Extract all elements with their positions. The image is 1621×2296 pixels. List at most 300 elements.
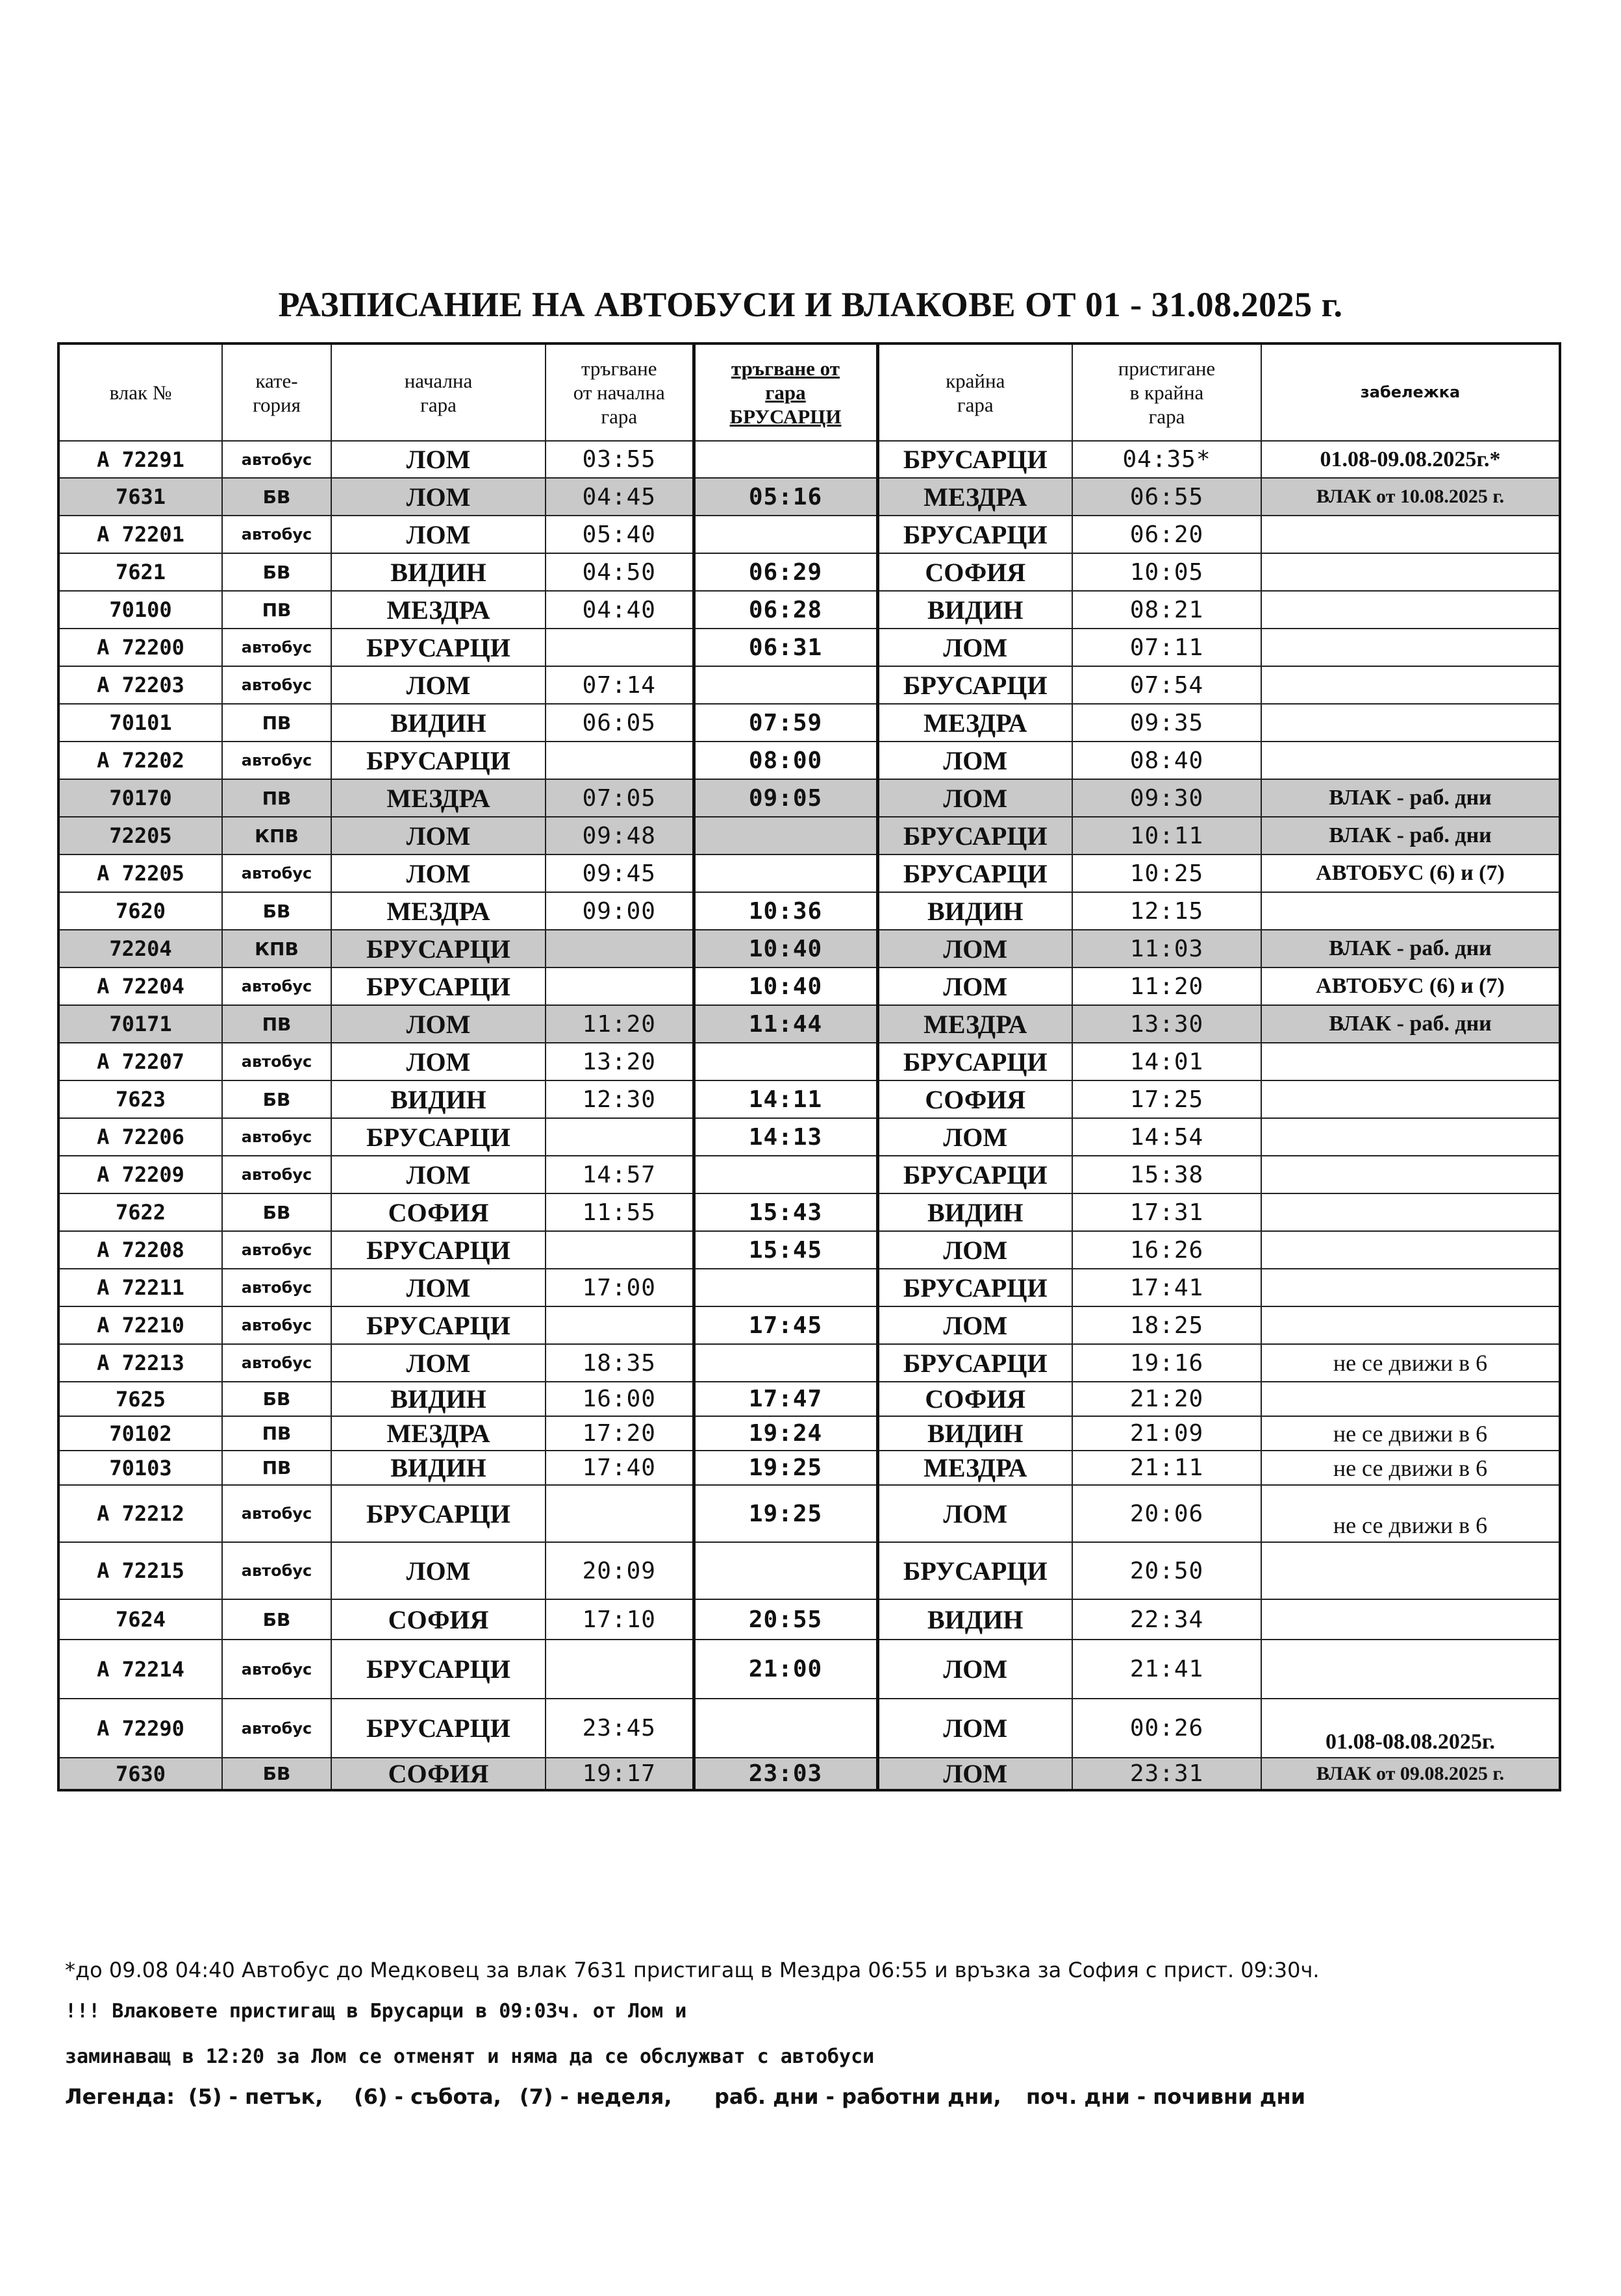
cell-start-station: ЛОМ — [331, 1156, 546, 1193]
cell-start-station: СОФИЯ — [331, 1758, 546, 1790]
cell-start-station: МЕЗДРА — [331, 1416, 546, 1451]
footnote-cancelled-line2: заминаващ в 12:20 за Лом се отменят и няма да се обслужват с автобуси — [65, 2045, 875, 2068]
cell-train-number: 70170 — [58, 779, 222, 817]
cell-arrival-end: 06:55 — [1072, 478, 1261, 516]
cell-category: ПВ — [222, 1451, 331, 1485]
cell-start-station: ЛОМ — [331, 1005, 546, 1043]
cell-train-number: А 72213 — [58, 1344, 222, 1382]
table-row — [58, 967, 1560, 1005]
cell-note — [1261, 1043, 1560, 1080]
cell-train-number: А 72201 — [58, 516, 222, 553]
cell-departure-start: 05:40 — [546, 516, 694, 553]
cell-end-station: БРУСАРЦИ — [877, 666, 1072, 704]
cell-departure-start: 09:48 — [546, 817, 694, 855]
cell-train-number: А 72200 — [58, 629, 222, 666]
cell-arrival-end: 10:11 — [1072, 817, 1261, 855]
cell-arrival-end: 19:16 — [1072, 1344, 1261, 1382]
cell-departure-brusartsi: 10:36 — [694, 892, 877, 930]
cell-note — [1261, 591, 1560, 629]
cell-note — [1261, 1599, 1560, 1640]
table-row — [58, 1005, 1560, 1043]
cell-departure-start — [546, 930, 694, 967]
cell-end-station: БРУСАРЦИ — [877, 1542, 1072, 1599]
cell-category: БВ — [222, 1599, 331, 1640]
cell-departure-brusartsi — [694, 855, 877, 892]
cell-category: автобус — [222, 1156, 331, 1193]
header-category: кате- гория — [222, 343, 331, 441]
table-row — [58, 1485, 1560, 1542]
cell-end-station: БРУСАРЦИ — [877, 1269, 1072, 1306]
cell-departure-brusartsi: 09:05 — [694, 779, 877, 817]
cell-departure-start — [546, 1485, 694, 1542]
cell-departure-start: 17:20 — [546, 1416, 694, 1451]
cell-departure-start — [546, 1231, 694, 1269]
cell-end-station: ЛОМ — [877, 1640, 1072, 1699]
legend-workdays: раб. дни - работни дни, — [714, 2084, 1001, 2109]
cell-departure-brusartsi: 06:31 — [694, 629, 877, 666]
cell-start-station: ЛОМ — [331, 478, 546, 516]
table-row — [58, 1193, 1560, 1231]
cell-note — [1261, 1193, 1560, 1231]
cell-departure-start: 23:45 — [546, 1699, 694, 1758]
header-start-station: начална гара — [331, 343, 546, 441]
header-note: забележка — [1261, 343, 1560, 441]
cell-category: автобус — [222, 1269, 331, 1306]
cell-note — [1261, 1640, 1560, 1699]
cell-arrival-end: 08:40 — [1072, 742, 1261, 779]
cell-departure-start: 19:17 — [546, 1758, 694, 1790]
table-row — [58, 1758, 1560, 1790]
cell-note — [1261, 1118, 1560, 1156]
cell-category: автобус — [222, 1485, 331, 1542]
cell-note: ВЛАК от 09.08.2025 г. — [1261, 1758, 1560, 1790]
table-row — [58, 516, 1560, 553]
cell-note: 01.08-09.08.2025г.* — [1261, 441, 1560, 478]
cell-departure-start: 11:55 — [546, 1193, 694, 1231]
cell-departure-start: 11:20 — [546, 1005, 694, 1043]
cell-start-station: БРУСАРЦИ — [331, 967, 546, 1005]
cell-note — [1261, 742, 1560, 779]
cell-arrival-end: 00:26 — [1072, 1699, 1261, 1758]
cell-arrival-end: 17:25 — [1072, 1080, 1261, 1118]
cell-category: КПВ — [222, 930, 331, 967]
cell-category: БВ — [222, 1080, 331, 1118]
cell-departure-brusartsi — [694, 817, 877, 855]
cell-end-station: МЕЗДРА — [877, 704, 1072, 742]
cell-end-station: МЕЗДРА — [877, 1451, 1072, 1485]
cell-departure-start: 04:50 — [546, 553, 694, 591]
cell-end-station: ЛОМ — [877, 1758, 1072, 1790]
cell-category: автобус — [222, 1640, 331, 1699]
cell-category: автобус — [222, 742, 331, 779]
page-title: РАЗПИСАНИЕ НА АВТОБУСИ И ВЛАКОВЕ ОТ 01 - 31.08.2025 г. — [278, 285, 1343, 324]
cell-start-station: БРУСАРЦИ — [331, 1118, 546, 1156]
table-row — [58, 1156, 1560, 1193]
cell-departure-start — [546, 629, 694, 666]
table-row — [58, 779, 1560, 817]
table-row — [58, 441, 1560, 478]
cell-departure-brusartsi — [694, 1699, 877, 1758]
cell-category: КПВ — [222, 817, 331, 855]
legend-saturday: (6) - събота, — [354, 2084, 501, 2109]
cell-end-station: ЛОМ — [877, 1118, 1072, 1156]
header-row — [58, 343, 1560, 441]
cell-arrival-end: 20:50 — [1072, 1542, 1261, 1599]
header-train-no: влак № — [58, 343, 222, 441]
cell-arrival-end: 09:30 — [1072, 779, 1261, 817]
cell-train-number: А 72211 — [58, 1269, 222, 1306]
cell-departure-start — [546, 742, 694, 779]
cell-arrival-end: 10:05 — [1072, 553, 1261, 591]
cell-departure-start — [546, 967, 694, 1005]
cell-departure-brusartsi: 19:24 — [694, 1416, 877, 1451]
cell-category: БВ — [222, 1193, 331, 1231]
cell-note — [1261, 553, 1560, 591]
cell-category: ПВ — [222, 779, 331, 817]
cell-departure-brusartsi: 17:45 — [694, 1306, 877, 1344]
timetable-body — [58, 441, 1560, 1790]
cell-note — [1261, 1382, 1560, 1416]
cell-start-station: БРУСАРЦИ — [331, 742, 546, 779]
cell-end-station: ЛОМ — [877, 1485, 1072, 1542]
cell-train-number: А 72207 — [58, 1043, 222, 1080]
table-row — [58, 1344, 1560, 1382]
cell-train-number: 7622 — [58, 1193, 222, 1231]
cell-end-station: ВИДИН — [877, 1193, 1072, 1231]
cell-departure-start: 04:40 — [546, 591, 694, 629]
cell-arrival-end: 13:30 — [1072, 1005, 1261, 1043]
footnote-cancelled-line1: !!! Влаковете пристигащ в Брусарци в 09:03ч. от Лом и — [65, 2000, 687, 2023]
cell-start-station: ЛОМ — [331, 1269, 546, 1306]
cell-departure-start: 17:10 — [546, 1599, 694, 1640]
cell-arrival-end: 14:01 — [1072, 1043, 1261, 1080]
cell-train-number: 70171 — [58, 1005, 222, 1043]
cell-end-station: БРУСАРЦИ — [877, 1344, 1072, 1382]
cell-note — [1261, 892, 1560, 930]
cell-category: автобус — [222, 629, 331, 666]
cell-train-number: А 72205 — [58, 855, 222, 892]
cell-train-number: А 72202 — [58, 742, 222, 779]
table-row — [58, 1599, 1560, 1640]
cell-end-station: ЛОМ — [877, 930, 1072, 967]
header-departure-start: тръгване от начална гара — [546, 343, 694, 441]
cell-end-station: ВИДИН — [877, 1599, 1072, 1640]
cell-end-station: ЛОМ — [877, 629, 1072, 666]
header-departure-brusartsi: тръгване от гара БРУСАРЦИ — [694, 343, 877, 441]
table-row — [58, 1231, 1560, 1269]
cell-note: 01.08-08.08.2025г. — [1261, 1699, 1560, 1758]
cell-category: автобус — [222, 855, 331, 892]
cell-category: автобус — [222, 1542, 331, 1599]
cell-train-number: 7631 — [58, 478, 222, 516]
table-row — [58, 855, 1560, 892]
table-row — [58, 629, 1560, 666]
cell-end-station: МЕЗДРА — [877, 1005, 1072, 1043]
cell-train-number: 7625 — [58, 1382, 222, 1416]
cell-start-station: СОФИЯ — [331, 1599, 546, 1640]
cell-train-number: 7624 — [58, 1599, 222, 1640]
cell-departure-start — [546, 1118, 694, 1156]
cell-train-number: А 72214 — [58, 1640, 222, 1699]
timetable — [57, 342, 1561, 1791]
cell-note — [1261, 704, 1560, 742]
cell-category: автобус — [222, 1118, 331, 1156]
cell-start-station: ВИДИН — [331, 1451, 546, 1485]
cell-arrival-end: 21:41 — [1072, 1640, 1261, 1699]
cell-note — [1261, 629, 1560, 666]
cell-start-station: ВИДИН — [331, 704, 546, 742]
cell-note: АВТОБУС (6) и (7) — [1261, 967, 1560, 1005]
cell-departure-brusartsi — [694, 1542, 877, 1599]
cell-departure-start — [546, 1306, 694, 1344]
cell-category: ПВ — [222, 591, 331, 629]
cell-departure-brusartsi — [694, 666, 877, 704]
cell-departure-brusartsi: 14:11 — [694, 1080, 877, 1118]
table-row — [58, 704, 1560, 742]
cell-category: автобус — [222, 1231, 331, 1269]
cell-start-station: ЛОМ — [331, 1043, 546, 1080]
cell-train-number: 7620 — [58, 892, 222, 930]
table-row — [58, 1043, 1560, 1080]
cell-arrival-end: 17:31 — [1072, 1193, 1261, 1231]
cell-departure-brusartsi: 11:44 — [694, 1005, 877, 1043]
cell-note — [1261, 1542, 1560, 1599]
cell-note — [1261, 1080, 1560, 1118]
cell-departure-start: 14:57 — [546, 1156, 694, 1193]
cell-departure-brusartsi — [694, 1269, 877, 1306]
cell-start-station: БРУСАРЦИ — [331, 1485, 546, 1542]
cell-arrival-end: 21:09 — [1072, 1416, 1261, 1451]
cell-arrival-end: 21:20 — [1072, 1382, 1261, 1416]
cell-start-station: ВИДИН — [331, 1080, 546, 1118]
cell-start-station: ЛОМ — [331, 855, 546, 892]
cell-departure-brusartsi: 06:29 — [694, 553, 877, 591]
cell-end-station: СОФИЯ — [877, 1080, 1072, 1118]
cell-end-station: СОФИЯ — [877, 1382, 1072, 1416]
cell-arrival-end: 21:11 — [1072, 1451, 1261, 1485]
cell-departure-start: 07:14 — [546, 666, 694, 704]
cell-category: автобус — [222, 1344, 331, 1382]
table-row — [58, 930, 1560, 967]
cell-start-station: ЛОМ — [331, 817, 546, 855]
cell-departure-brusartsi — [694, 1156, 877, 1193]
footnote-bus-connection: *до 09.08 04:40 Автобус до Медковец за влак 7631 пристигащ в Мездра 06:55 и връзка за София с прист. 09:30ч. — [65, 1958, 1320, 1982]
cell-train-number: 72205 — [58, 817, 222, 855]
cell-train-number: 7623 — [58, 1080, 222, 1118]
cell-arrival-end: 10:25 — [1072, 855, 1261, 892]
table-row — [58, 892, 1560, 930]
table-row — [58, 553, 1560, 591]
cell-arrival-end: 06:20 — [1072, 516, 1261, 553]
cell-end-station: ЛОМ — [877, 967, 1072, 1005]
cell-departure-brusartsi — [694, 1043, 877, 1080]
table-row — [58, 1542, 1560, 1599]
table-row — [58, 817, 1560, 855]
cell-note: ВЛАК от 10.08.2025 г. — [1261, 478, 1560, 516]
cell-end-station: БРУСАРЦИ — [877, 516, 1072, 553]
cell-category: автобус — [222, 967, 331, 1005]
cell-departure-start: 13:20 — [546, 1043, 694, 1080]
cell-note: не се движи в 6 — [1261, 1344, 1560, 1382]
cell-note — [1261, 1231, 1560, 1269]
cell-category: БВ — [222, 553, 331, 591]
table-row — [58, 1451, 1560, 1485]
cell-start-station: СОФИЯ — [331, 1193, 546, 1231]
cell-note: ВЛАК - раб. дни — [1261, 930, 1560, 967]
cell-departure-brusartsi — [694, 441, 877, 478]
cell-start-station: БРУСАРЦИ — [331, 629, 546, 666]
legend — [65, 2084, 1305, 2109]
cell-end-station: ЛОМ — [877, 1306, 1072, 1344]
cell-end-station: СОФИЯ — [877, 553, 1072, 591]
cell-note: ВЛАК - раб. дни — [1261, 779, 1560, 817]
cell-arrival-end: 20:06 — [1072, 1485, 1261, 1542]
cell-departure-brusartsi — [694, 1344, 877, 1382]
cell-end-station: МЕЗДРА — [877, 478, 1072, 516]
cell-departure-start: 18:35 — [546, 1344, 694, 1382]
cell-departure-start: 16:00 — [546, 1382, 694, 1416]
cell-arrival-end: 08:21 — [1072, 591, 1261, 629]
cell-note: не се движи в 6 — [1261, 1416, 1560, 1451]
cell-start-station: ЛОМ — [331, 1344, 546, 1382]
cell-departure-start: 09:45 — [546, 855, 694, 892]
table-row — [58, 1306, 1560, 1344]
cell-note — [1261, 1156, 1560, 1193]
cell-start-station: ЛОМ — [331, 666, 546, 704]
cell-end-station: ЛОМ — [877, 779, 1072, 817]
table-row — [58, 1080, 1560, 1118]
cell-train-number: А 72209 — [58, 1156, 222, 1193]
cell-departure-start: 17:00 — [546, 1269, 694, 1306]
cell-departure-brusartsi: 17:47 — [694, 1382, 877, 1416]
cell-category: БВ — [222, 1382, 331, 1416]
cell-arrival-end: 11:03 — [1072, 930, 1261, 967]
cell-start-station: ВИДИН — [331, 553, 546, 591]
cell-category: автобус — [222, 516, 331, 553]
cell-departure-brusartsi: 20:55 — [694, 1599, 877, 1640]
table-row — [58, 1118, 1560, 1156]
table-row — [58, 1382, 1560, 1416]
cell-train-number: А 72206 — [58, 1118, 222, 1156]
cell-train-number: А 72291 — [58, 441, 222, 478]
cell-category: БВ — [222, 892, 331, 930]
cell-departure-brusartsi: 07:59 — [694, 704, 877, 742]
cell-train-number: А 72215 — [58, 1542, 222, 1599]
table-row — [58, 591, 1560, 629]
legend-holidays: поч. дни - почивни дни — [1026, 2084, 1306, 2109]
cell-arrival-end: 17:41 — [1072, 1269, 1261, 1306]
cell-departure-brusartsi: 05:16 — [694, 478, 877, 516]
cell-arrival-end: 07:54 — [1072, 666, 1261, 704]
cell-start-station: БРУСАРЦИ — [331, 1640, 546, 1699]
cell-departure-start: 09:00 — [546, 892, 694, 930]
cell-train-number: А 72290 — [58, 1699, 222, 1758]
cell-train-number: А 72208 — [58, 1231, 222, 1269]
legend-sunday: (7) - неделя, — [520, 2084, 672, 2109]
cell-departure-brusartsi: 19:25 — [694, 1485, 877, 1542]
legend-label: Легенда: — [65, 2084, 175, 2109]
cell-arrival-end: 18:25 — [1072, 1306, 1261, 1344]
cell-start-station: ЛОМ — [331, 516, 546, 553]
cell-start-station: ЛОМ — [331, 1542, 546, 1599]
cell-arrival-end: 16:26 — [1072, 1231, 1261, 1269]
cell-category: ПВ — [222, 1005, 331, 1043]
cell-departure-brusartsi: 23:03 — [694, 1758, 877, 1790]
cell-arrival-end: 04:35* — [1072, 441, 1261, 478]
cell-departure-brusartsi: 08:00 — [694, 742, 877, 779]
cell-departure-start: 17:40 — [546, 1451, 694, 1485]
cell-category: автобус — [222, 441, 331, 478]
cell-arrival-end: 12:15 — [1072, 892, 1261, 930]
cell-note: не се движи в 6 — [1261, 1451, 1560, 1485]
header-arrival-end: пристигане в крайна гара — [1072, 343, 1261, 441]
cell-start-station: БРУСАРЦИ — [331, 930, 546, 967]
cell-departure-start: 20:09 — [546, 1542, 694, 1599]
cell-arrival-end: 07:11 — [1072, 629, 1261, 666]
cell-train-number: 7630 — [58, 1758, 222, 1790]
cell-start-station: БРУСАРЦИ — [331, 1306, 546, 1344]
cell-note: АВТОБУС (6) и (7) — [1261, 855, 1560, 892]
cell-departure-start: 07:05 — [546, 779, 694, 817]
cell-arrival-end: 23:31 — [1072, 1758, 1261, 1790]
cell-start-station: МЕЗДРА — [331, 892, 546, 930]
cell-start-station: БРУСАРЦИ — [331, 1231, 546, 1269]
cell-category: автобус — [222, 1306, 331, 1344]
cell-end-station: ВИДИН — [877, 892, 1072, 930]
cell-end-station: ВИДИН — [877, 591, 1072, 629]
cell-note — [1261, 666, 1560, 704]
cell-arrival-end: 15:38 — [1072, 1156, 1261, 1193]
cell-category: ПВ — [222, 1416, 331, 1451]
header-end-station: крайна гара — [877, 343, 1072, 441]
cell-train-number: А 72210 — [58, 1306, 222, 1344]
cell-start-station: МЕЗДРА — [331, 591, 546, 629]
cell-arrival-end: 14:54 — [1072, 1118, 1261, 1156]
cell-end-station: БРУСАРЦИ — [877, 1043, 1072, 1080]
cell-departure-start: 12:30 — [546, 1080, 694, 1118]
cell-departure-brusartsi — [694, 516, 877, 553]
cell-category: БВ — [222, 478, 331, 516]
cell-departure-brusartsi: 21:00 — [694, 1640, 877, 1699]
cell-departure-brusartsi: 19:25 — [694, 1451, 877, 1485]
table-row — [58, 1269, 1560, 1306]
table-row — [58, 478, 1560, 516]
cell-category: автобус — [222, 1699, 331, 1758]
cell-departure-start: 06:05 — [546, 704, 694, 742]
cell-train-number: 70100 — [58, 591, 222, 629]
cell-note: ВЛАК - раб. дни — [1261, 817, 1560, 855]
cell-departure-brusartsi: 10:40 — [694, 930, 877, 967]
table-row — [58, 666, 1560, 704]
cell-train-number: 70102 — [58, 1416, 222, 1451]
cell-departure-start: 04:45 — [546, 478, 694, 516]
table-row — [58, 1699, 1560, 1758]
cell-end-station: БРУСАРЦИ — [877, 441, 1072, 478]
cell-train-number: А 72203 — [58, 666, 222, 704]
cell-note: ВЛАК - раб. дни — [1261, 1005, 1560, 1043]
cell-note: не се движи в 6 — [1261, 1485, 1560, 1542]
cell-departure-start — [546, 1640, 694, 1699]
cell-note — [1261, 1269, 1560, 1306]
cell-end-station: БРУСАРЦИ — [877, 817, 1072, 855]
cell-train-number: 70103 — [58, 1451, 222, 1485]
cell-note — [1261, 516, 1560, 553]
cell-end-station: ЛОМ — [877, 1231, 1072, 1269]
cell-end-station: ЛОМ — [877, 1699, 1072, 1758]
cell-note — [1261, 1306, 1560, 1344]
cell-departure-brusartsi: 15:45 — [694, 1231, 877, 1269]
cell-departure-brusartsi: 14:13 — [694, 1118, 877, 1156]
